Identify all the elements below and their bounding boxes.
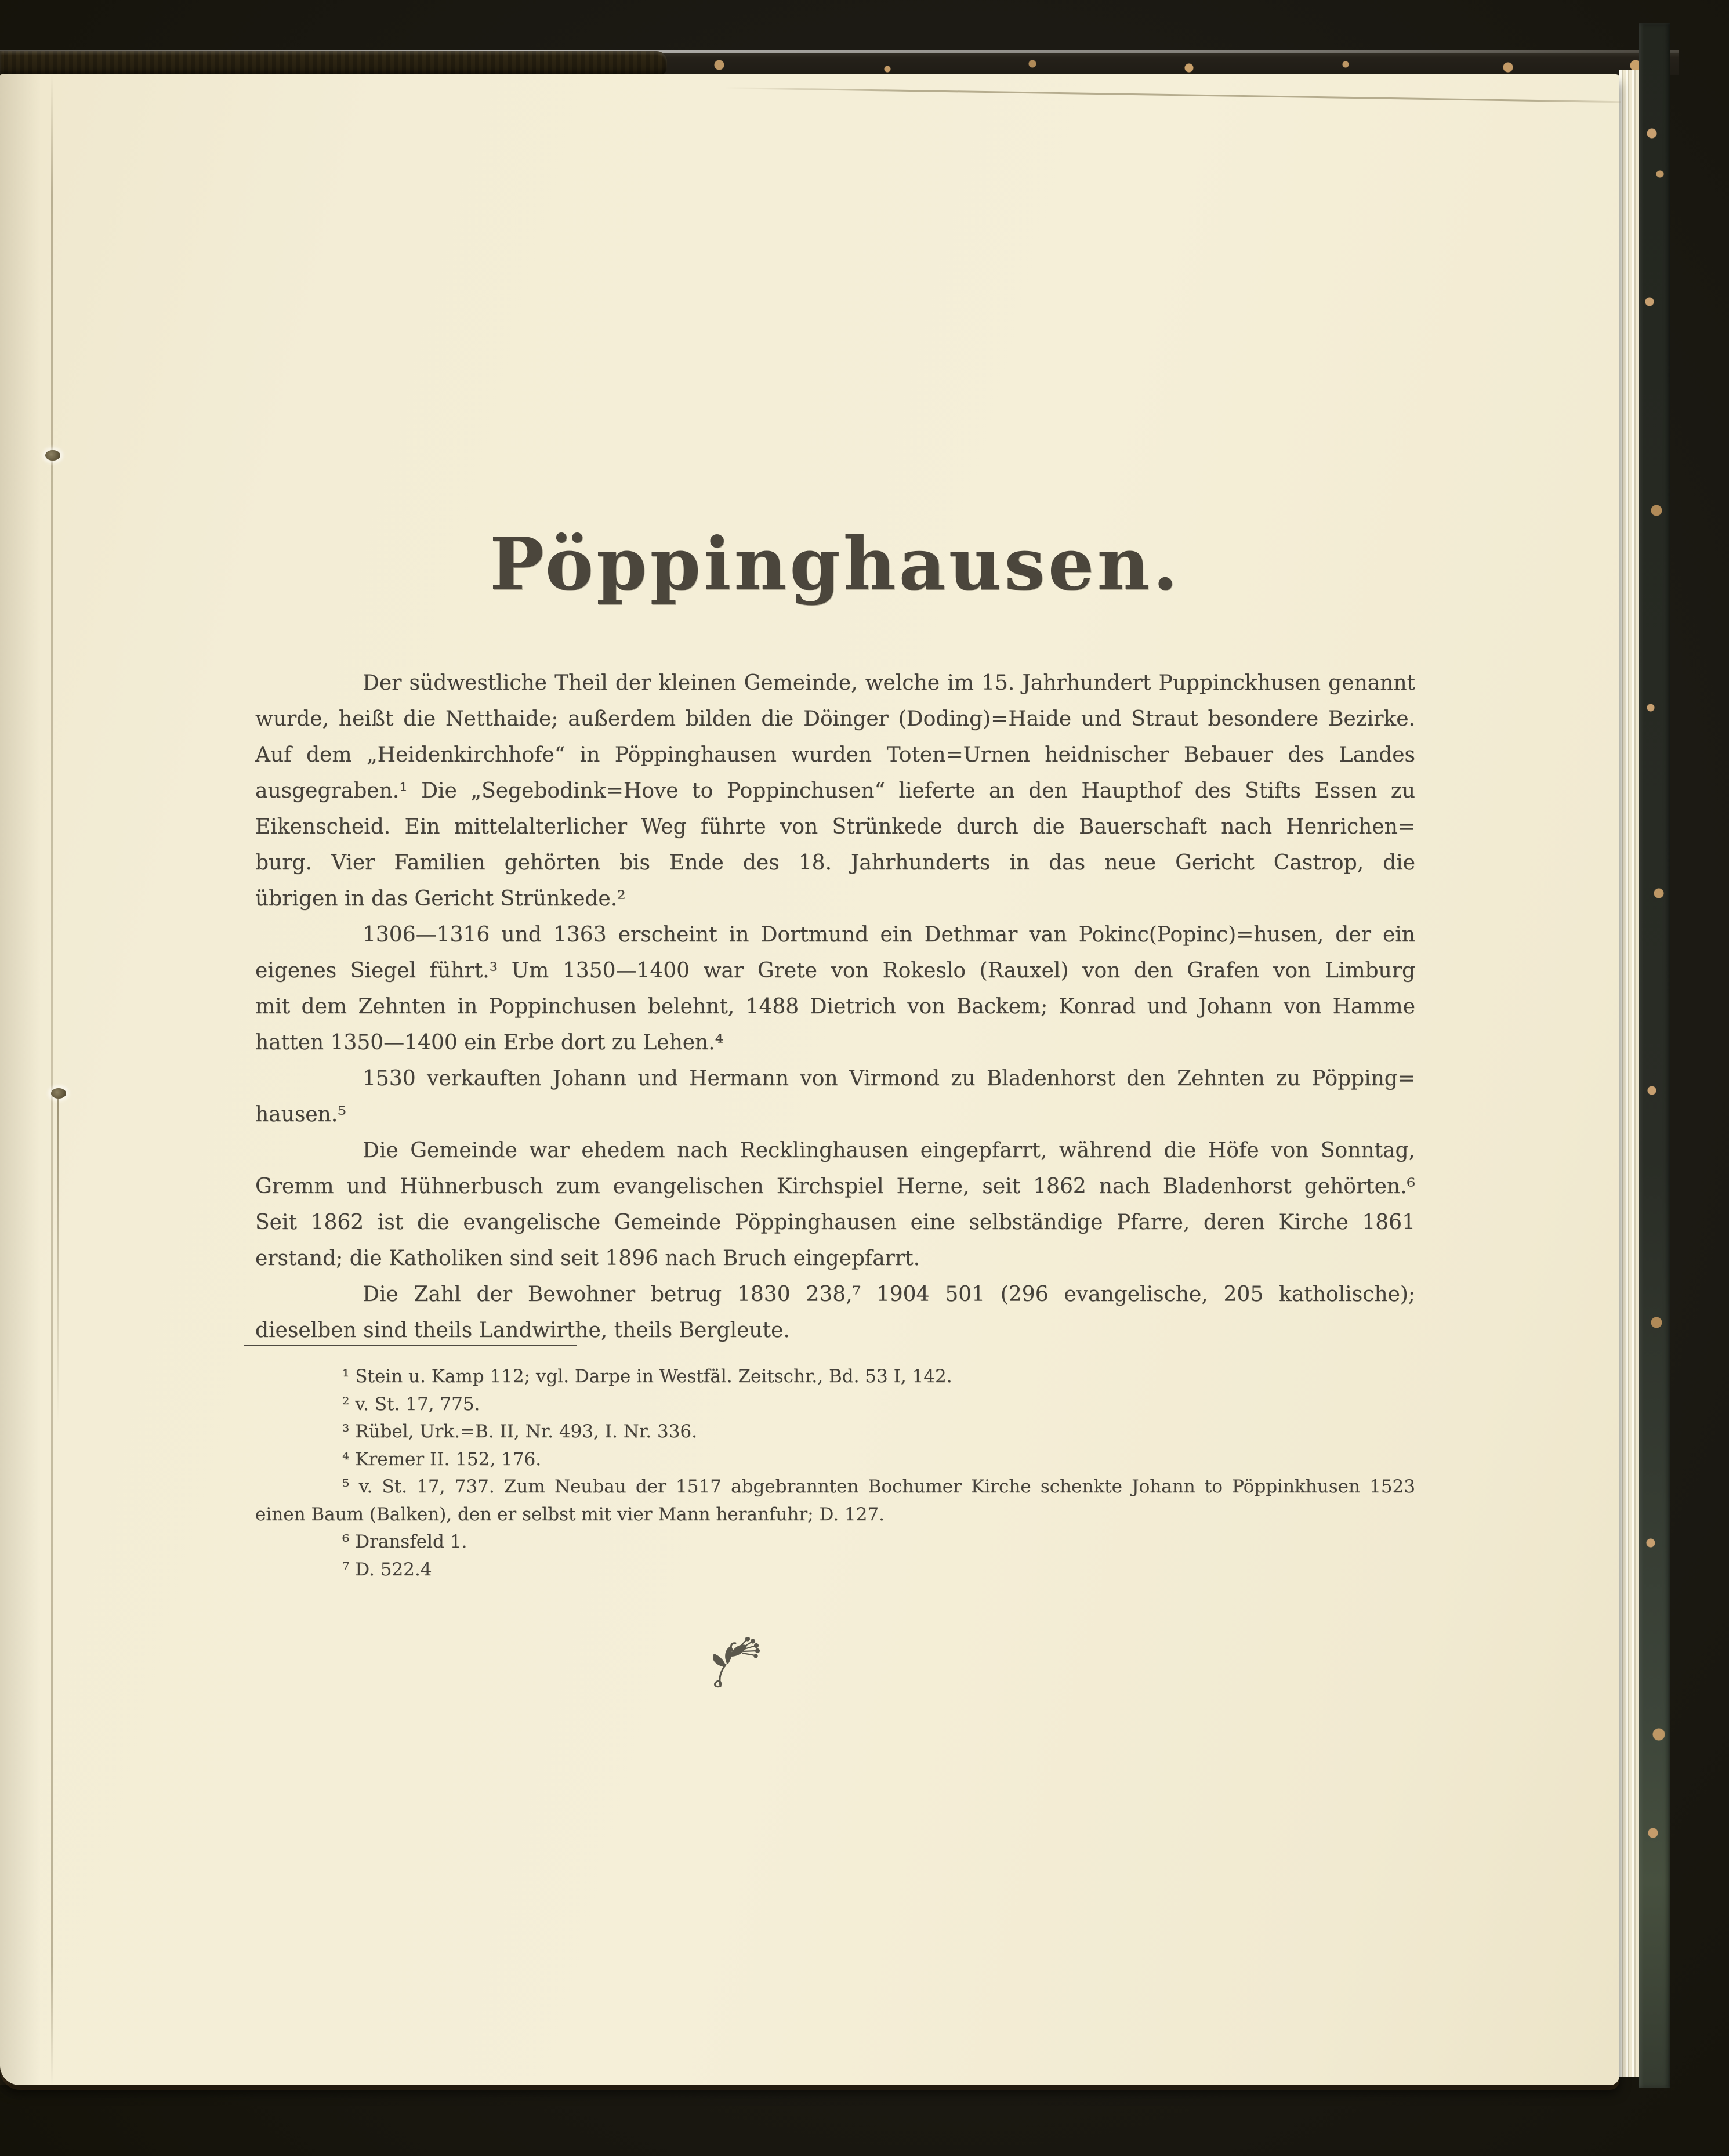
book-page — [0, 74, 1619, 2085]
cover-board-right — [1639, 23, 1670, 2088]
body-line: Eikenscheid. Ein mittelalterlicher Weg führte von Strünkede durch die Bauerschaft nach Henrichen= — [255, 815, 1415, 839]
footnote-line: ⁷ D. 522.4 — [342, 1559, 432, 1580]
underlying-page-edge — [725, 87, 1621, 103]
body-line: Die Zahl der Bewohner betrug 1830 238,⁷ 1904 501 (296 evangelische, 205 katholische); — [363, 1282, 1415, 1306]
footnote-line: ³ Rübel, Urk.=B. II, Nr. 493, I. Nr. 336. — [342, 1421, 697, 1442]
footnote-line: ⁵ v. St. 17, 737. Zum Neubau der 1517 abgebrannten Bochumer Kirche schenkte Johann to Pöppinkhusen 1523 — [342, 1476, 1415, 1497]
binding-stitch — [45, 450, 60, 461]
body-line: hatten 1350—1400 ein Erbe dort zu Lehen.⁴ — [255, 1031, 724, 1055]
page-edges — [1619, 70, 1639, 2077]
footnote-line: einen Baum (Balken), den er selbst mit vier Mann heranfuhr; D. 127. — [255, 1504, 885, 1525]
binding-stitch — [51, 1088, 66, 1099]
body-line: hausen.⁵ — [255, 1103, 346, 1126]
body-line: Seit 1862 ist die evangelische Gemeinde Pöppinghausen eine selbständige Pfarre, deren Kirche 1861 — [255, 1211, 1415, 1234]
fold-crease — [51, 74, 53, 2085]
body-line: Der südwestliche Theil der kleinen Gemeinde, welche im 15. Jahrhundert Puppinckhusen genannt — [363, 671, 1415, 695]
page-title: Pöppinghausen. — [490, 522, 1181, 607]
body-line: erstand; die Katholiken sind seit 1896 nach Bruch eingepfarrt. — [255, 1247, 920, 1270]
footnote-line: ¹ Stein u. Kamp 112; vgl. Darpe in Westfäl. Zeitschr., Bd. 53 I, 142. — [342, 1366, 952, 1387]
body-line: Gremm und Hühnerbusch zum evangelischen Kirchspiel Herne, seit 1862 nach Bladenhorst gehörten.⁶ — [255, 1175, 1415, 1198]
body-line: Die Gemeinde war ehedem nach Recklinghausen eingepfarrt, während die Höfe von Sonntag, — [363, 1139, 1415, 1162]
body-line: dieselben sind theils Landwirthe, theils Bergleute. — [255, 1318, 790, 1342]
footnote-line: ⁴ Kremer II. 152, 176. — [342, 1449, 542, 1470]
body-line: Auf dem „Heidenkirchhofe“ in Pöppinghausen wurden Toten=Urnen heidnischer Bebauer des Landes — [255, 743, 1415, 767]
binding-headband — [0, 51, 667, 75]
body-line: wurde, heißt die Netthaide; außerdem bilden die Döinger (Doding)=Haide und Straut besondere Bezirke. — [255, 707, 1415, 731]
floral-ornament-icon — [703, 1637, 761, 1690]
body-line: 1306—1316 und 1363 erscheint in Dortmund ein Dethmar van Pokinc(Popinc)=husen, der ein — [363, 923, 1415, 947]
footnote-line: ⁶ Dransfeld 1. — [342, 1531, 467, 1552]
body-line: übrigen in das Gericht Strünkede.² — [255, 887, 626, 911]
body-line: 1530 verkauften Johann und Hermann von Virmond zu Bladenhorst den Zehnten zu Pöpping= — [363, 1067, 1415, 1090]
body-line: burg. Vier Familien gehörten bis Ende des 18. Jahrhunderts in das neue Gericht Castrop, die — [255, 851, 1415, 875]
footnote-rule — [244, 1345, 577, 1346]
binding-thread — [57, 1099, 59, 1423]
body-line: eigenes Siegel führt.³ Um 1350—1400 war Grete von Rokeslo (Rauxel) von den Grafen von Limburg — [255, 959, 1415, 983]
body-line: ausgegraben.¹ Die „Segebodink=Hove to Poppinchusen“ lieferte an den Haupthof des Stifts Essen zu — [255, 779, 1415, 803]
footnote-line: ² v. St. 17, 775. — [342, 1394, 480, 1415]
gutter-shadow — [0, 74, 41, 2085]
body-line: mit dem Zehnten in Poppinchusen belehnt, 1488 Dietrich von Backem; Konrad und Johann von Hamme — [255, 995, 1415, 1019]
